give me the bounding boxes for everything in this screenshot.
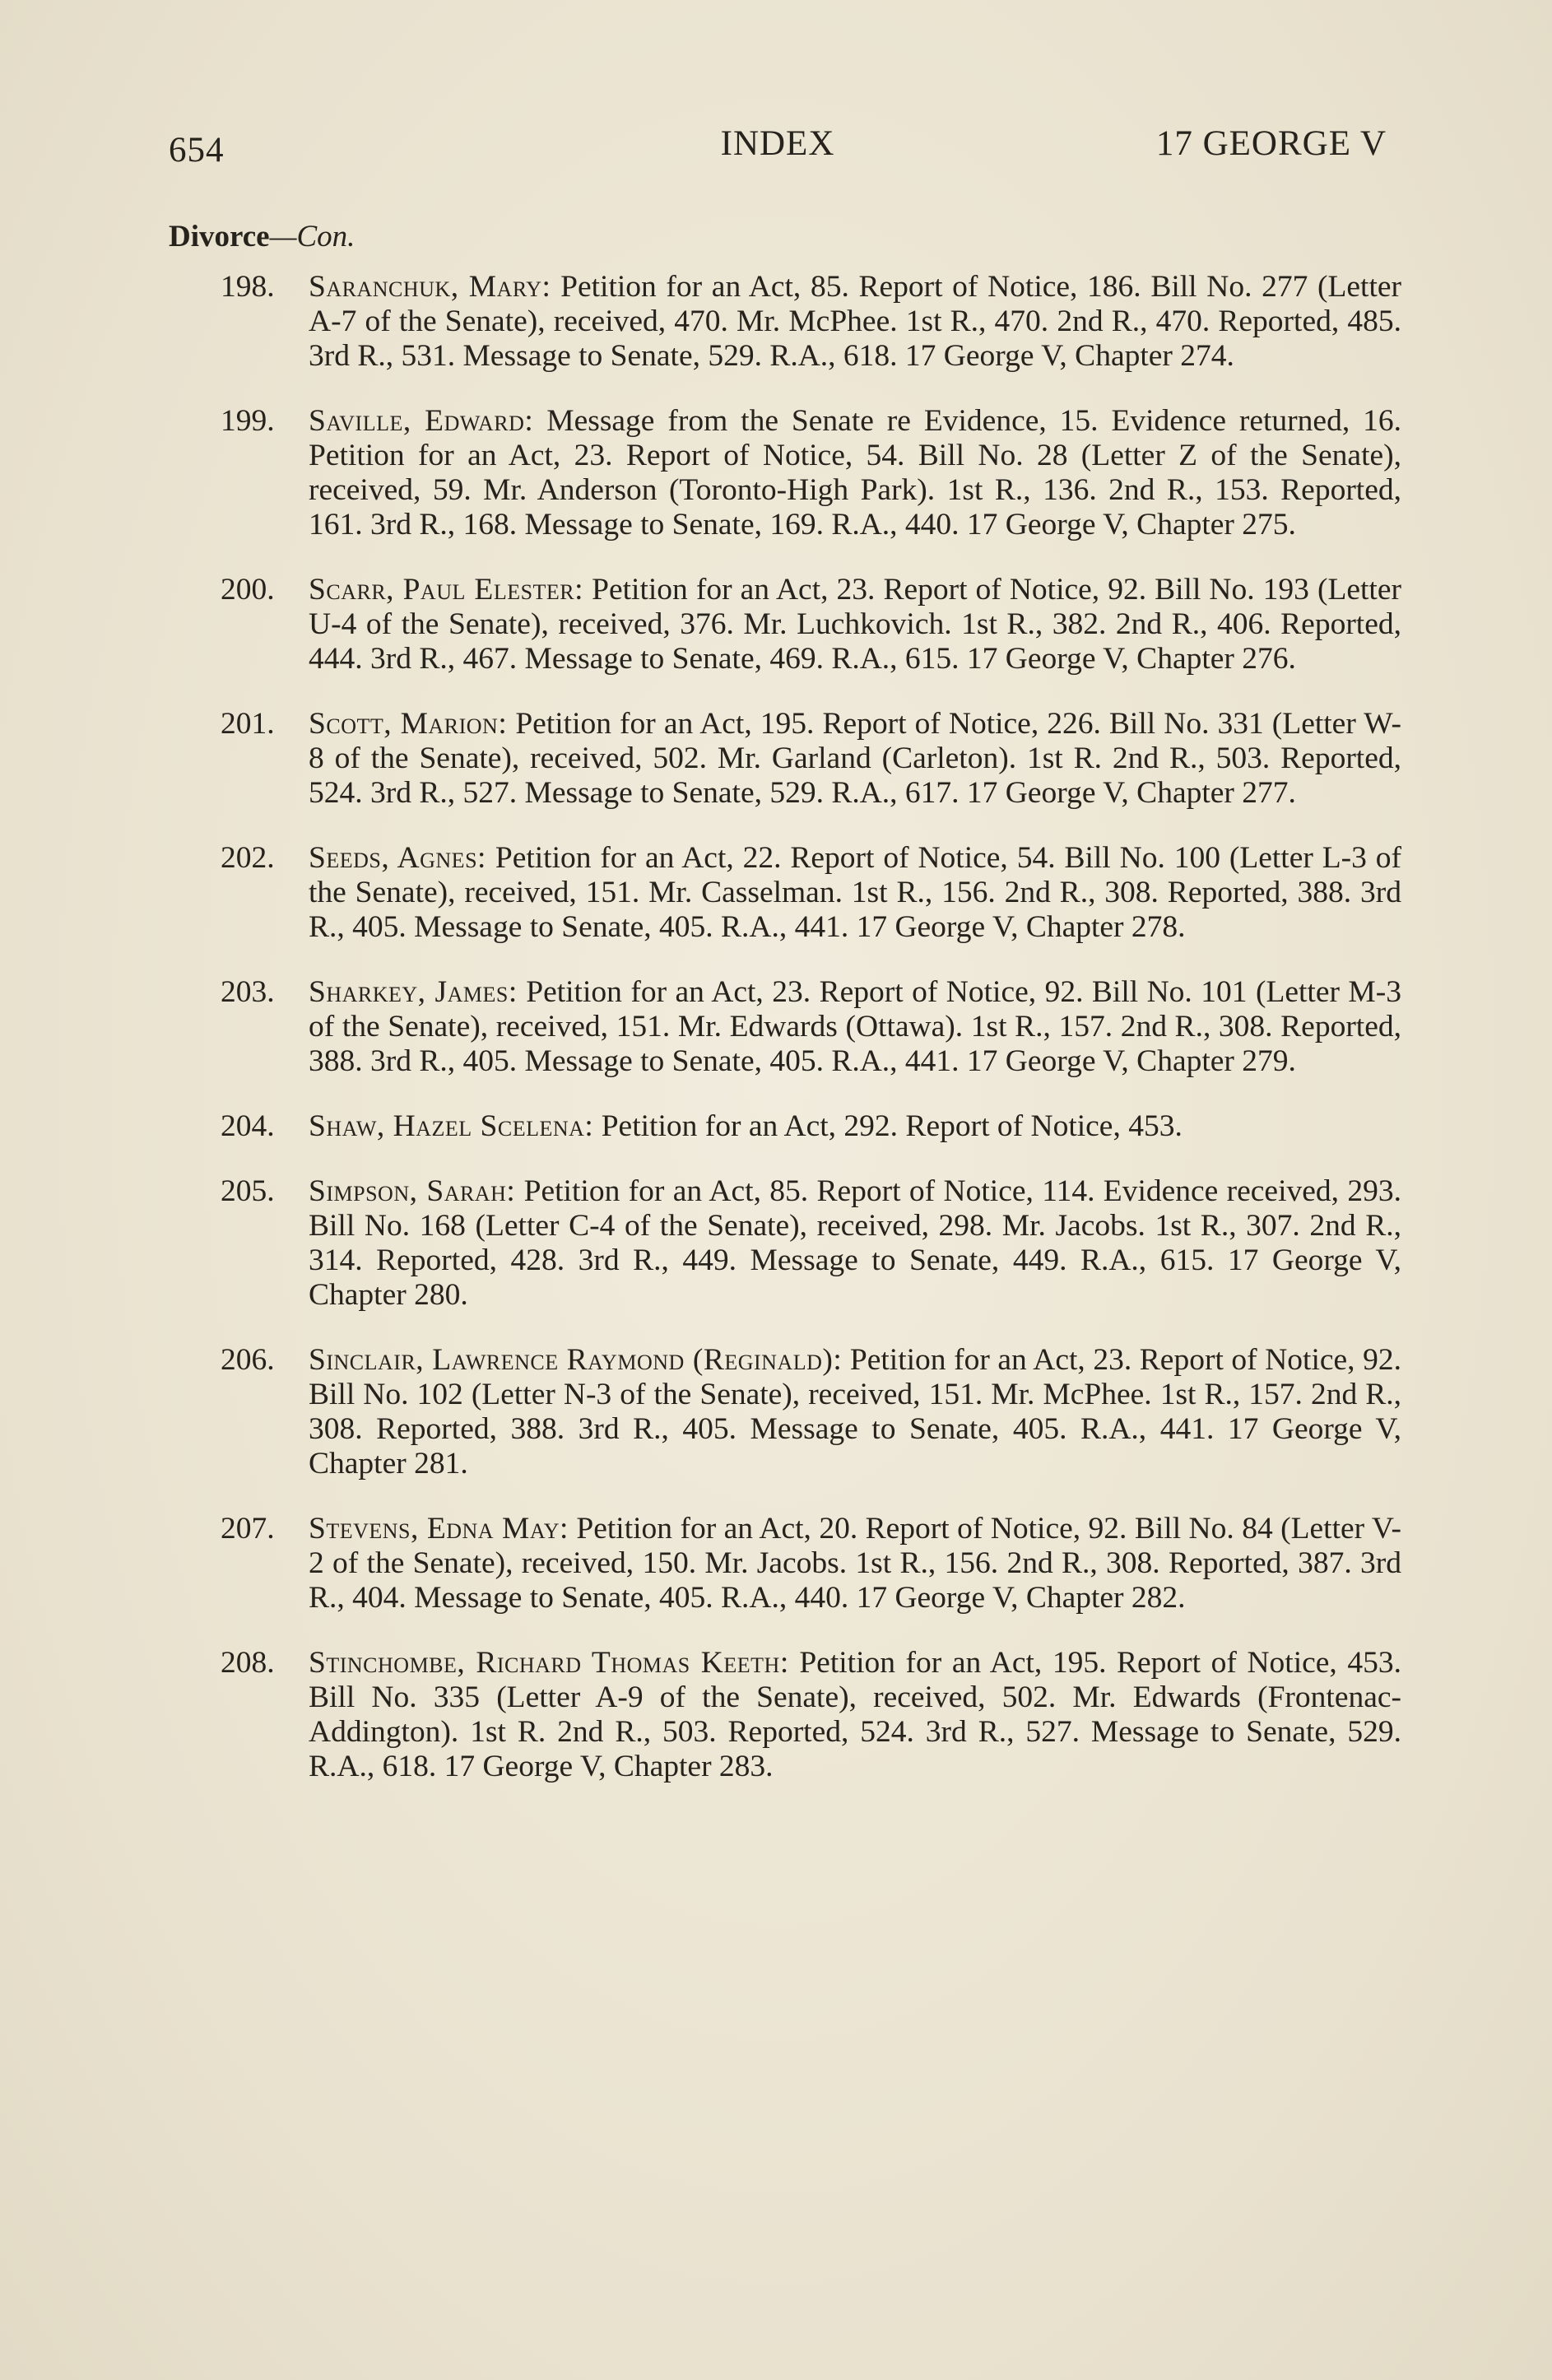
entry-body (309, 270, 1401, 374)
entry-text: Petition for an Act, 20. Report of Notice, 92. Bill No. 84 (Letter V-2 of the Senate), received, 150. Mr. Jacobs. 1st R., 156. 2nd R., 308. Reported, 387. 3rd R., 404. Message to Senate, 405. R.A., 440. 17 George V, Chapter 282. (309, 1512, 1402, 1615)
entry-text: Petition for an Act, 85. Report of Notice, 114. Evidence received, 293. Bill No. 168 (Letter C-4 of the Senate), received, 298. Mr. Jacobs. 1st R., 307. 2nd R., 314. Reported, 428. 3rd R., 449. Message to Senate, 449. R.A., 615. 17 George V, Chapter 280. (309, 1174, 1401, 1312)
entry-number: 201. (221, 707, 275, 741)
entry-text: Petition for an Act, 23. Report of Notice, 92. Bill No. 101 (Letter M-3 of the Senate), received, 151. Mr. Edwards (Ottawa). 1st R., 157. 2nd R., 308. Reported, 388. 3rd R., 405. Message to Senate, 405. R.A., 441. 17 George V, Chapter 279. (309, 975, 1401, 1078)
entry-text: Petition for an Act, 23. Report of Notice, 92. Bill No. 102 (Letter N-3 of the Senate), received, 151. Mr. McPhee. 1st R., 157. 2nd R., 308. Reported, 388. 3rd R., 405. Message to Senate, 405. R.A., 441. 17 George V, Chapter 281. (309, 1343, 1401, 1481)
entry-text: Petition for an Act, 85. Report of Notice, 186. Bill No. 277 (Letter A-7 of the Senate), received, 470. Mr. McPhee. 1st R., 470. 2nd R., 470. Reported, 485. 3rd R., 531. Message to Senate, 529. R.A., 618. 17 George V, Chapter 274. (309, 270, 1402, 373)
index-entry (221, 1646, 1401, 1784)
entry-list (221, 270, 1401, 1815)
entry-text: Message from the Senate re Evidence, 15. Evidence returned, 16. Petition for an Act, 23. Report of Notice, 54. Bill No. 28 (Letter Z of the Senate), received, 59. Mr. Anderson (Toronto-High Park). 1st R., 136. 2nd R., 153. Reported, 161. 3rd R., 168. Message to Senate, 169. R.A., 440. 17 George V, Chapter 275. (309, 404, 1401, 542)
entry-text: Petition for an Act, 22. Report of Notice, 54. Bill No. 100 (Letter L-3 of the Senate), received, 151. Mr. Casselman. 1st R., 156. 2nd R., 308. Reported, 388. 3rd R., 405. Message to Senate, 405. R.A., 441. 17 George V, Chapter 278. (309, 841, 1402, 944)
entry-body (309, 1646, 1401, 1784)
index-entry (221, 1512, 1401, 1615)
entry-number: 207. (221, 1512, 275, 1546)
entry-name: Simpson, Sarah: (309, 1174, 516, 1208)
section-continued-label: —Con. (269, 220, 355, 253)
entry-body (309, 1109, 1401, 1144)
entry-name: Stevens, Edna May: (309, 1512, 569, 1546)
index-entry (221, 975, 1401, 1079)
entry-name: Scott, Marion: (309, 707, 508, 741)
page-header (169, 123, 1387, 173)
entry-body (309, 1512, 1401, 1615)
entry-number: 202. (221, 841, 275, 875)
entry-number: 203. (221, 975, 275, 1009)
entry-body (309, 1174, 1401, 1313)
index-entry (221, 1174, 1401, 1313)
page-number: 654 (169, 131, 225, 170)
index-entry (221, 1109, 1401, 1144)
entry-number: 206. (221, 1343, 275, 1377)
entry-text: Petition for an Act, 23. Report of Notice, 92. Bill No. 193 (Letter U-4 of the Senate), received, 376. Mr. Luchkovich. 1st R., 382. 2nd R., 406. Reported, 444. 3rd R., 467. Message to Senate, 469. R.A., 615. 17 George V, Chapter 276. (309, 573, 1401, 676)
entry-body (309, 975, 1401, 1079)
entry-name: Saranchuk, Mary: (309, 270, 551, 304)
running-head-reign: 17 GEORGE V (1155, 124, 1387, 163)
entry-number: 204. (221, 1109, 275, 1143)
section-heading-label: Divorce (169, 220, 270, 253)
entry-body (309, 707, 1401, 811)
entry-text: Petition for an Act, 292. Report of Notice, 453. (601, 1109, 1183, 1143)
index-entry (221, 707, 1401, 811)
section-heading (169, 219, 355, 254)
entry-body (309, 404, 1401, 542)
entry-body (309, 1343, 1401, 1481)
index-entry (221, 841, 1401, 945)
entry-name: Sinclair, Lawrence Raymond (Reginald): (309, 1343, 843, 1377)
entry-name: Saville, Edward: (309, 404, 534, 438)
entry-number: 198. (221, 270, 275, 304)
entry-text: Petition for an Act, 195. Report of Notice, 453. Bill No. 335 (Letter A-9 of the Senate), received, 502. Mr. Edwards (Frontenac-Addington). 1st R. 2nd R., 503. Reported, 524. 3rd R., 527. Message to Senate, 529. R.A., 618. 17 George V, Chapter 283. (309, 1646, 1401, 1783)
entry-name: Shaw, Hazel Scelena: (309, 1109, 594, 1143)
entry-name: Seeds, Agnes: (309, 841, 486, 875)
entry-body (309, 841, 1401, 945)
entry-name: Stinchombe, Richard Thomas Keeth: (309, 1646, 789, 1680)
entry-name: Scarr, Paul Elester: (309, 573, 584, 607)
index-entry (221, 573, 1401, 676)
entry-number: 208. (221, 1646, 275, 1680)
page-title: INDEX (720, 124, 835, 163)
entry-name: Sharkey, James: (309, 975, 518, 1009)
entry-number: 200. (221, 573, 275, 607)
entry-number: 199. (221, 404, 275, 438)
index-entry (221, 1343, 1401, 1481)
entry-text: Petition for an Act, 195. Report of Notice, 226. Bill No. 331 (Letter W-8 of the Senate), received, 502. Mr. Garland (Carleton). 1st R. 2nd R., 503. Reported, 524. 3rd R., 527. Message to Senate, 529. R.A., 617. 17 George V, Chapter 277. (309, 707, 1402, 810)
index-entry (221, 270, 1401, 374)
entry-number: 205. (221, 1174, 275, 1208)
index-entry (221, 404, 1401, 542)
entry-body (309, 573, 1401, 676)
